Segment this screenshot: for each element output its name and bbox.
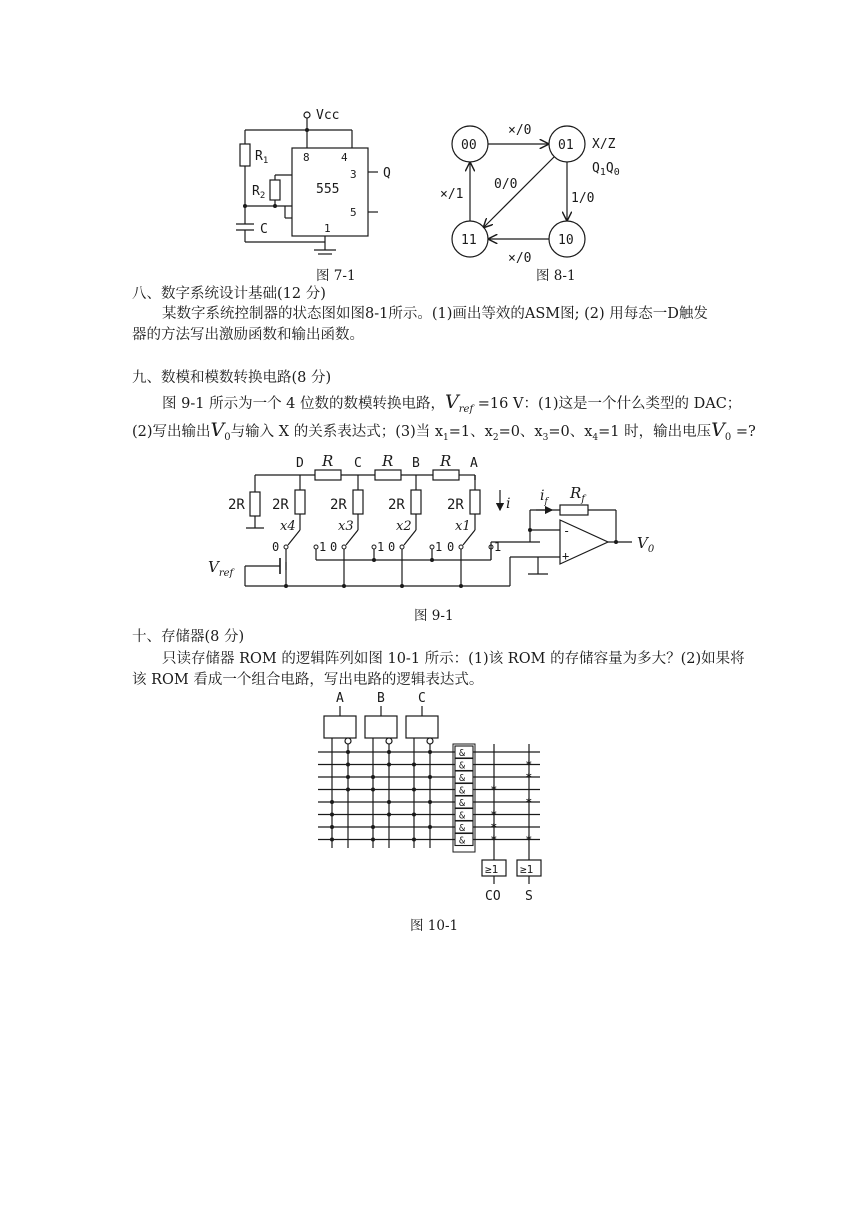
- and-gate-label: &: [459, 760, 466, 772]
- svg-text:0: 0: [272, 540, 280, 554]
- svg-text:Rf: $R_f$: [570, 484, 585, 505]
- node-a: A: [470, 456, 478, 471]
- section-8-line-1: 某数字系统控制器的状态图如图8-1所示。(1)画出等效的ASM图; (2) 用每态一D触发: [162, 306, 708, 322]
- section-10-heading: 十、存储器(8 分): [132, 629, 245, 645]
- figure-8-1-state-diagram: [440, 110, 650, 270]
- and-gate-label: &: [459, 810, 466, 822]
- svg-text:1: 1: [435, 540, 443, 554]
- svg-text:8: 8: [303, 151, 310, 164]
- figure-7-1-555-circuit: [228, 100, 418, 260]
- svg-text:1: 1: [319, 540, 327, 554]
- and-gate-label: &: [459, 773, 466, 784]
- dac-branch-x2: [388, 475, 442, 554]
- and-gate-label: &: [459, 835, 466, 847]
- svg-text:x4: x4: [280, 519, 296, 534]
- svg-text:R: R: [382, 452, 394, 470]
- svg-text:R: R: [440, 452, 452, 470]
- svg-text:3: 3: [350, 168, 357, 181]
- r1-label: $R_1$: [255, 149, 269, 166]
- svg-text:+: +: [562, 549, 570, 563]
- svg-text:1/0: 1/0: [571, 191, 595, 206]
- svg-text:Q1Q0: $Q_1Q_0$: [592, 161, 620, 178]
- figure-10-1-rom-array: [300, 688, 560, 918]
- svg-text:1: 1: [377, 540, 385, 554]
- svg-text:x2: x2: [396, 519, 412, 534]
- dac-branch-x3: [330, 475, 384, 554]
- vcc-label: Vcc: [316, 108, 340, 123]
- and-gate-label: &: [459, 823, 466, 834]
- svg-text:00: 00: [461, 138, 477, 153]
- svg-text:2R: 2R: [330, 497, 347, 513]
- svg-text:1: 1: [494, 540, 502, 554]
- svg-text:10: 10: [558, 233, 574, 248]
- svg-text:2R: 2R: [388, 497, 405, 513]
- figure-9-1-dac-circuit: [200, 450, 670, 595]
- and-gate-label: &: [459, 785, 466, 797]
- svg-text:≥1: ≥1: [485, 863, 499, 876]
- dac-branch-x4: [272, 475, 326, 554]
- and-gate-label: &: [459, 748, 466, 759]
- svg-text:2R: 2R: [228, 497, 245, 513]
- svg-text:*: *: [490, 808, 498, 822]
- svg-text:C: C: [418, 691, 426, 706]
- svg-text:0: 0: [330, 540, 338, 554]
- svg-text:*: *: [525, 833, 533, 847]
- svg-text:0/0: 0/0: [494, 177, 518, 192]
- svg-text:×/0: ×/0: [508, 251, 532, 266]
- svg-text:×/1: ×/1: [440, 187, 464, 202]
- svg-text:2R: 2R: [447, 497, 464, 513]
- svg-text:4: 4: [341, 151, 348, 164]
- figure-10-1-caption: 图 10-1: [410, 918, 459, 934]
- section-9-heading: 九、数模和模数转换电路(8 分): [132, 370, 332, 386]
- svg-text:5: 5: [350, 206, 357, 219]
- section-9-line-2: (2)写出输出$V_0$与输入 X 的关系表达式；(3)当 $x_1=1$、$x_2=0$、$x_3=0$、$x_4=1$ 时，输出电压$V_0$ =?: [132, 419, 756, 443]
- svg-text:0: 0: [388, 540, 396, 554]
- svg-text:if: $i_f$: [540, 488, 548, 507]
- section-10-line-1: 只读存储器 ROM 的逻辑阵列如图 10-1 所示：(1)该 ROM 的存储容量为多大？(2)如果将: [162, 651, 745, 667]
- figure-7-1-caption: 图 7-1: [316, 268, 356, 284]
- svg-text:B: B: [377, 691, 385, 706]
- section-10-line-2: 该 ROM 看成一个组合电路，写出电路的逻辑表达式。: [132, 672, 484, 688]
- svg-text:01: 01: [558, 138, 574, 153]
- figure-8-1-caption: 图 8-1: [536, 268, 576, 284]
- svg-text:×/0: ×/0: [508, 123, 532, 138]
- section-9-line-1: 图 9-1 所示为一个 4 位数的数模转换电路，$V_{ref} =16$ V：(1)这是一个什么类型的 DAC；: [162, 391, 742, 415]
- node-b: B: [412, 456, 420, 471]
- svg-text:R: R: [322, 452, 334, 470]
- node-d: D: [296, 456, 304, 471]
- svg-text:x3: x3: [338, 519, 354, 534]
- figure-9-1-caption: 图 9-1: [414, 608, 454, 624]
- svg-text:1: 1: [324, 222, 331, 235]
- section-8-line-2: 器的方法写出激励函数和输出函数。: [132, 327, 364, 343]
- svg-text:X/Z: X/Z: [592, 137, 616, 152]
- svg-text:≥1: ≥1: [520, 863, 534, 876]
- svg-text:2R: 2R: [272, 497, 289, 513]
- svg-text:*: *: [490, 783, 498, 797]
- r2-label: $R_2$: [252, 184, 266, 201]
- chip-label: 555: [316, 182, 340, 197]
- and-gate-label: &: [459, 798, 466, 809]
- svg-text:*: *: [525, 771, 533, 784]
- section-8-heading: 八、数字系统设计基础(12 分): [132, 286, 326, 302]
- q-label: Q: [383, 166, 391, 181]
- svg-text:0: 0: [447, 540, 455, 554]
- svg-text:*: *: [525, 796, 533, 809]
- svg-text:-: -: [563, 524, 571, 538]
- c-label: C: [260, 222, 268, 237]
- svg-text:i: i: [506, 496, 511, 512]
- svg-text:*: *: [525, 758, 533, 772]
- svg-text:A: A: [336, 691, 344, 706]
- node-c: C: [354, 456, 362, 471]
- svg-text:11: 11: [461, 233, 477, 248]
- svg-text:*: *: [490, 833, 498, 847]
- svg-text:x1: x1: [455, 519, 471, 534]
- svg-text:*: *: [490, 821, 498, 834]
- output-co: CO: [485, 889, 501, 904]
- svg-text:V0: $V_0$: [637, 534, 655, 555]
- svg-text:Vref: $V_{ref}$: [208, 558, 234, 579]
- output-s: S: [525, 889, 533, 904]
